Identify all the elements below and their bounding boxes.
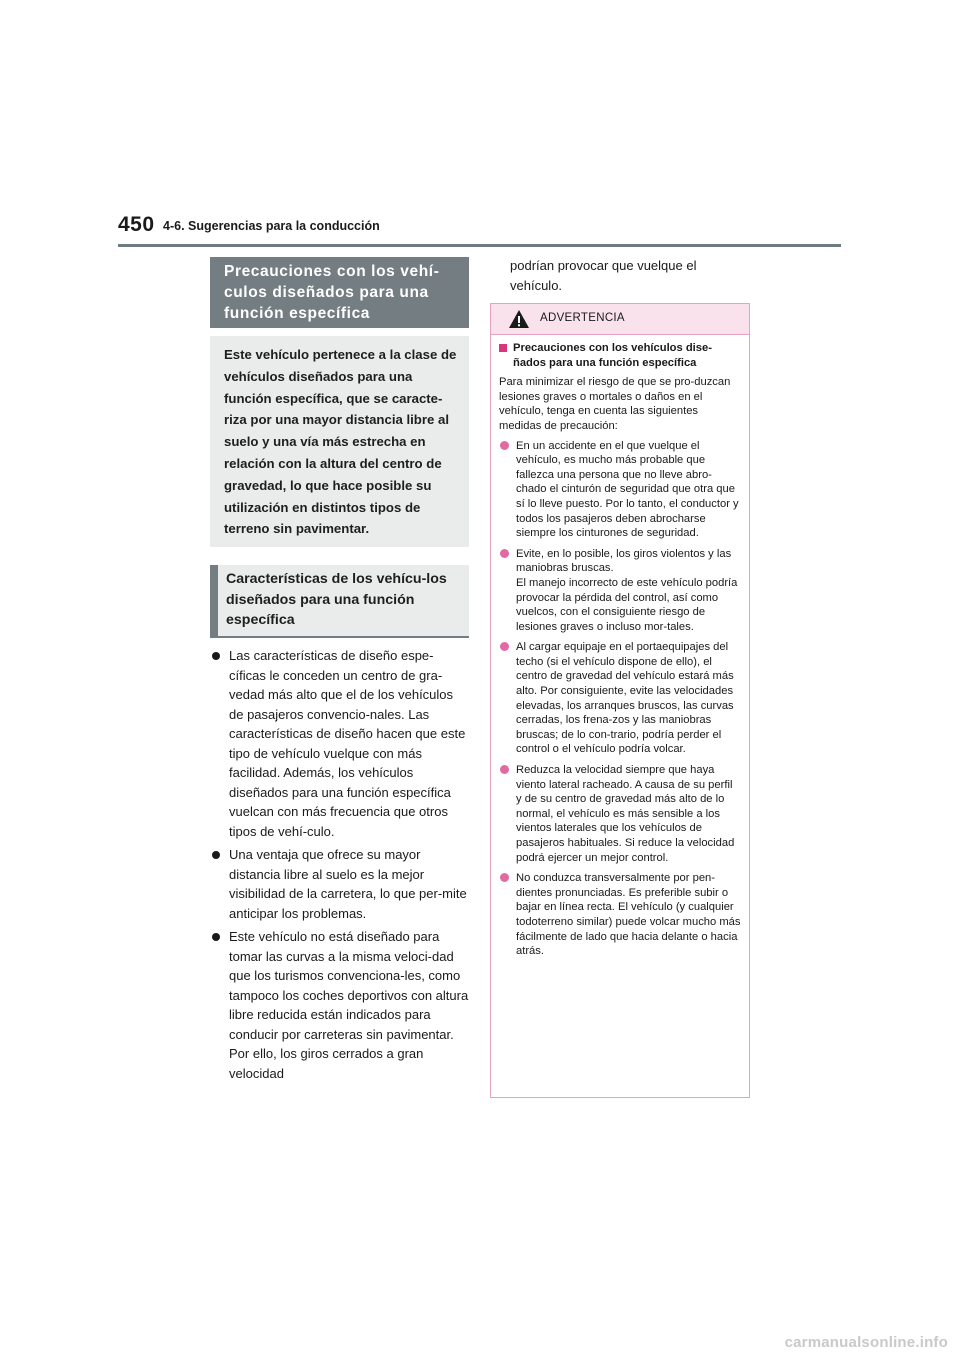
warning-body bbox=[491, 335, 749, 959]
warning-intro: Para minimizar el riesgo de que se pro-duzcan lesiones graves o mortales o daños en el vehículo, tenga en cuenta las siguientes medidas de precaución: bbox=[499, 376, 731, 432]
continuation-text: podrían provocar que vuelque el vehículo. bbox=[510, 258, 697, 293]
bullet-icon bbox=[212, 652, 220, 660]
bullet-icon bbox=[500, 549, 509, 558]
warning-item-text: No conduzca transversalmente por pen-dientes pronunciadas. Es preferible subir o bajar en línea recta. El vehículo (y cualquier todoterreno similar) puede volcar mucho más fácilmente de lado que hacia delante o hacia atrás. bbox=[516, 872, 741, 958]
header-rule bbox=[118, 244, 841, 247]
warning-title: ADVERTENCIA bbox=[540, 312, 625, 324]
square-bullet-icon bbox=[499, 344, 507, 352]
warning-item bbox=[499, 547, 741, 635]
warning-item bbox=[499, 640, 741, 757]
warning-item bbox=[499, 871, 741, 959]
warning-triangle-icon bbox=[508, 309, 530, 329]
section-title: 4-6. Sugerencias para la conducción bbox=[163, 219, 380, 233]
subheading bbox=[210, 565, 469, 638]
bullet-text: Las características de diseño espe-cíficas le conceden un centro de gra-vedad más alto que el de los vehículos de pasajeros convencio-nales. Las características de diseño hacen que este tipo de vehículo vuelque con más facilidad. Además, los vehículos diseñados para una función específica vuelcan con más frecuencia que otros tipos de vehí-culo. bbox=[229, 648, 466, 839]
warning-item-text: Al cargar equipaje en el portaequipajes del techo (si el vehículo dispone de ello), el centro de gravedad del vehículo estará más alto. Por consiguiente, evite las velocidades elevadas, los arranques bruscos, las curvas cerradas, los frena-zos y las maniobras bruscas; de lo con-trario, podría perder el control o el vehículo podría volcar. bbox=[516, 641, 734, 756]
warning-subtitle bbox=[499, 341, 741, 370]
warning-item-text: Evite, en lo posible, los giros violentos y las maniobras bruscas. El manejo incorrecto de este vehículo podría provocar la pérdida del control, así como vuelcos, con el consiguiente riesgo de lesiones graves o incluso mor-tales. bbox=[516, 547, 738, 633]
warning-item bbox=[499, 763, 741, 865]
warning-subtitle-text: Precauciones con los vehículos dise-ñados para una función específica bbox=[513, 342, 712, 369]
subheading-text: Características de los vehícu-los diseñados para una función específica bbox=[226, 571, 447, 628]
bullet-icon bbox=[500, 642, 509, 651]
list-item bbox=[210, 927, 470, 1083]
bullet-text: Una ventaja que ofrece su mayor distancia libre al suelo es la mejor visibilidad de la carretera, lo que per-mite anticipar los problemas. bbox=[229, 847, 467, 921]
bullet-icon bbox=[212, 851, 220, 859]
warning-item bbox=[499, 439, 741, 541]
warning-header bbox=[491, 304, 749, 335]
section-heading bbox=[210, 257, 469, 328]
section-heading-text: Precauciones con los vehí- culos diseñados para una función específica bbox=[224, 263, 440, 322]
intro-box bbox=[210, 336, 469, 547]
bullet-list bbox=[210, 646, 470, 1087]
warning-item-text: Reduzca la velocidad siempre que haya viento lateral racheado. A causa de su perfil y de su centro de gravedad más alto de lo normal, el vehículo es más sensible a los vientos laterales que los vehículos de pasajeros habituales. Si reduce la velocidad podrá ejercer un mejor control. bbox=[516, 764, 735, 864]
warning-box bbox=[490, 303, 750, 1098]
intro-text: Este vehículo pertenece a la clase de vehículos diseñados para una función específica, que se caracte-riza por una mayor distancia libre al suelo y una vía más estrecha en relación con la altura del centro de gravedad, lo que hace posible su utilización en distintos tipos de terreno sin pavimentar. bbox=[224, 347, 457, 537]
watermark: carmanualsonline.info bbox=[784, 1334, 948, 1351]
bullet-icon bbox=[212, 933, 220, 941]
list-item bbox=[210, 646, 470, 841]
bullet-text: Este vehículo no está diseñado para tomar las curvas a la misma veloci-dad que los turismos convenciona-les, como tampoco los coches deportivos con altura libre reducida están indicados para conducir por carreteras sin pavimentar. Por ello, los giros cerrados a gran velocidad bbox=[229, 929, 469, 1081]
bullet-icon bbox=[500, 765, 509, 774]
list-item bbox=[210, 845, 470, 923]
page-number: 450 bbox=[118, 213, 155, 236]
bullet-icon bbox=[500, 441, 509, 450]
warning-item-text: En un accidente en el que vuelque el vehículo, es mucho más probable que fallezca una persona que no lleve abro-chado el cinturón de seguridad que otra que sí lo lleve puesto. Por lo tanto, el conductor y todos los pasajeros deben abrocharse siempre los cinturones de seguridad. bbox=[516, 439, 739, 540]
bullet-icon bbox=[500, 873, 509, 882]
